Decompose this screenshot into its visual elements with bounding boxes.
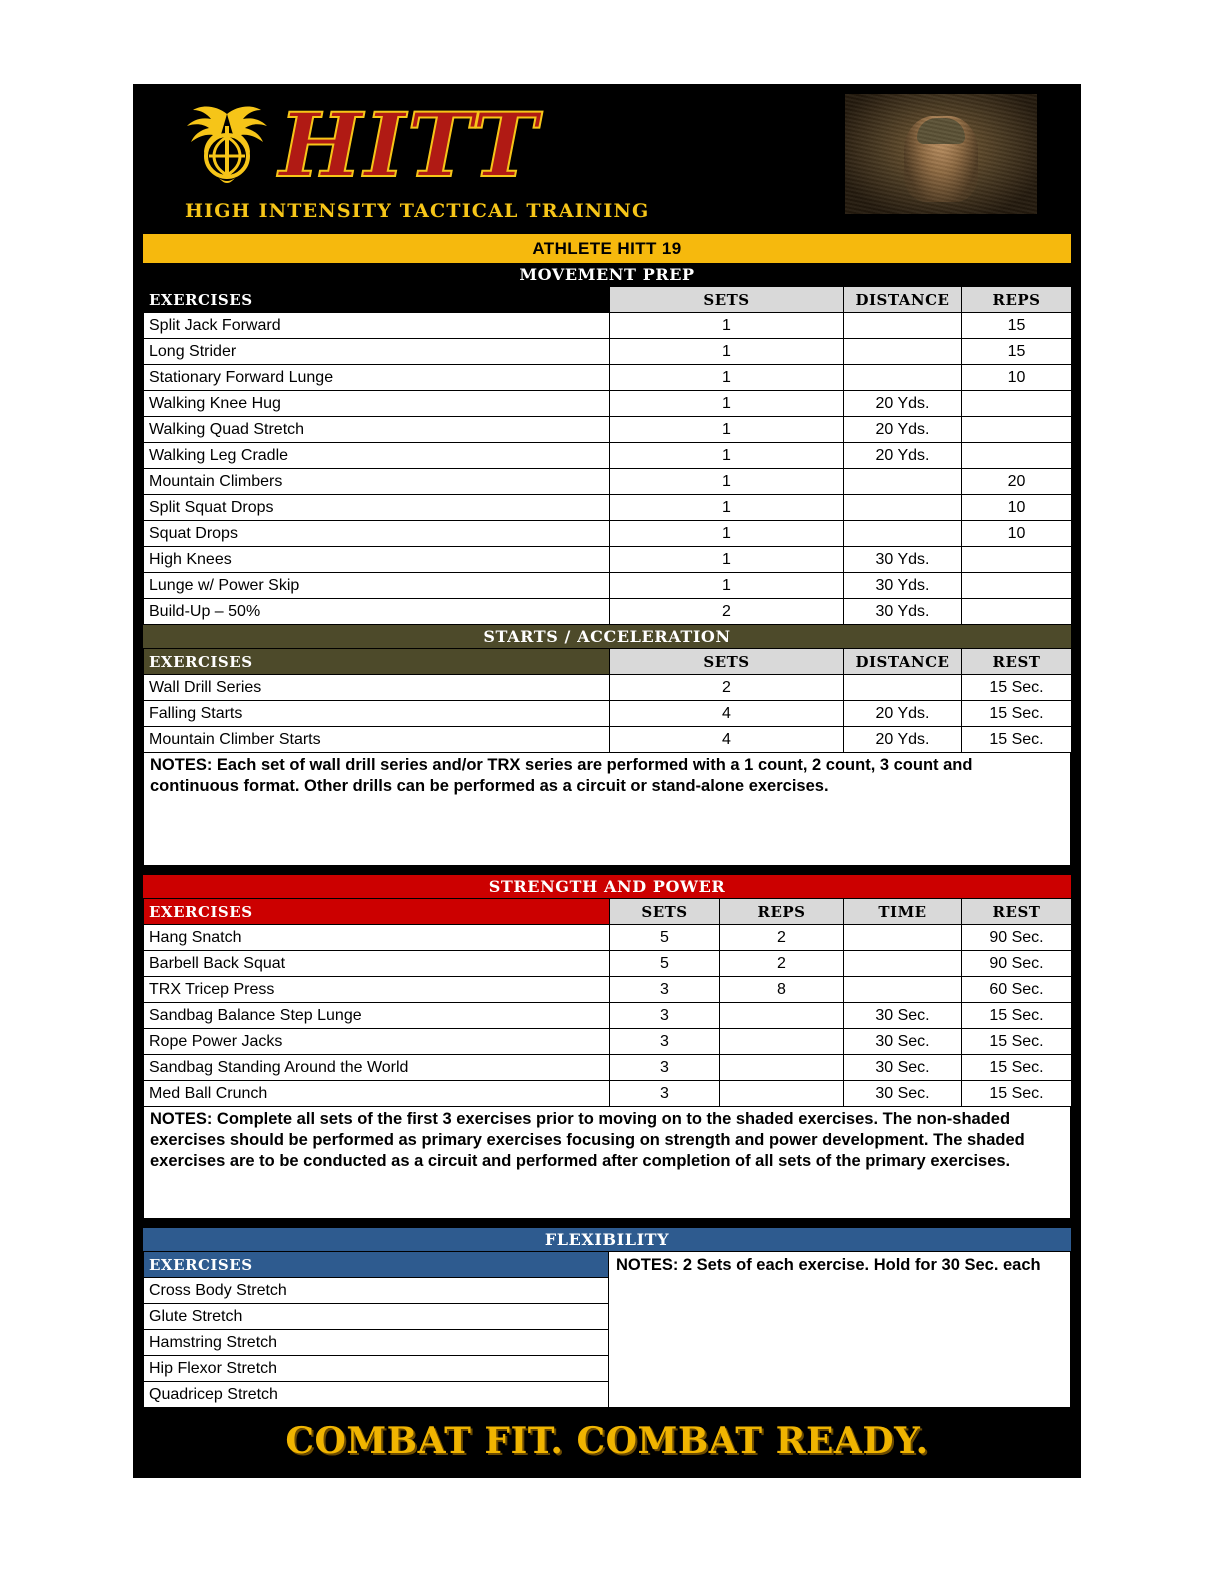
cell-distance (844, 469, 962, 495)
cell-sets: 3 (610, 1003, 720, 1029)
cell-distance: 20 Yds. (844, 417, 962, 443)
cell-distance: 20 Yds. (844, 701, 962, 727)
cell-reps: 8 (720, 977, 844, 1003)
table-row (144, 365, 1072, 391)
table-row (144, 469, 1072, 495)
column-rest: REST (962, 649, 1072, 675)
cell-sets: 1 (610, 469, 844, 495)
table-row (144, 1330, 609, 1356)
cell-sets: 3 (610, 1081, 720, 1107)
cell-reps: 10 (962, 495, 1072, 521)
cell-reps: 2 (720, 951, 844, 977)
table-row (144, 417, 1072, 443)
cell-exercise: Hang Snatch (144, 925, 610, 951)
cell-sets: 1 (610, 313, 844, 339)
cell-rest: 15 Sec. (962, 1003, 1072, 1029)
cell-sets: 1 (610, 339, 844, 365)
table-row (144, 1304, 609, 1330)
cell-distance (844, 339, 962, 365)
header-banner (133, 84, 1081, 234)
column-sets: SETS (610, 287, 844, 313)
table-row (144, 339, 1072, 365)
cell-distance: 20 Yds. (844, 443, 962, 469)
cell-exercise: Lunge w/ Power Skip (144, 573, 610, 599)
cell-distance (844, 675, 962, 701)
column-distance: DISTANCE (844, 287, 962, 313)
page-title: ATHLETE HITT 19 (143, 234, 1071, 263)
cell-exercise: Cross Body Stretch (144, 1278, 609, 1304)
table-row (144, 1382, 609, 1408)
cell-sets: 2 (610, 599, 844, 625)
spacer (133, 866, 1081, 875)
cell-rest: 15 Sec. (962, 727, 1072, 753)
cell-sets: 5 (610, 925, 720, 951)
table-row (144, 977, 1072, 1003)
cell-sets: 1 (610, 391, 844, 417)
cell-reps: 15 (962, 313, 1072, 339)
footer-banner (133, 1408, 1081, 1478)
cell-exercise: Med Ball Crunch (144, 1081, 610, 1107)
cell-reps (962, 417, 1072, 443)
cell-exercise: Split Jack Forward (144, 313, 610, 339)
cell-sets: 5 (610, 951, 720, 977)
cell-distance (844, 521, 962, 547)
cell-sets: 3 (610, 977, 720, 1003)
cell-sets: 4 (610, 701, 844, 727)
cell-exercise: Hip Flexor Stretch (144, 1356, 609, 1382)
cell-exercise: Hamstring Stretch (144, 1330, 609, 1356)
section-header-movement-prep: MOVEMENT PREP (143, 263, 1071, 286)
column-exercises: EXERCISES (144, 649, 610, 675)
cell-rest: 15 Sec. (962, 701, 1072, 727)
marine-crawling-photo (845, 94, 1037, 214)
hitt-wordmark: HITT (279, 93, 540, 198)
table-row (144, 1081, 1072, 1107)
cell-distance: 30 Yds. (844, 573, 962, 599)
cell-time: 30 Sec. (844, 1003, 962, 1029)
table-row (144, 701, 1072, 727)
cell-sets: 2 (610, 675, 844, 701)
cell-sets: 1 (610, 417, 844, 443)
cell-rest: 15 Sec. (962, 1055, 1072, 1081)
cell-sets: 1 (610, 521, 844, 547)
column-exercises: EXERCISES (144, 899, 610, 925)
notes-starts-acceleration: NOTES: Each set of wall drill series and/or TRX series are performed with a 1 count, 2 count, 3 count and continuous format. Other drills can be performed as a circuit or stand-alone exercises. (143, 753, 1071, 866)
cell-time: 30 Sec. (844, 1055, 962, 1081)
cell-sets: 1 (610, 495, 844, 521)
starts-acceleration-table (143, 648, 1072, 753)
cell-reps: 15 (962, 339, 1072, 365)
cell-sets: 3 (610, 1055, 720, 1081)
cell-reps: 20 (962, 469, 1072, 495)
cell-exercise: Sandbag Balance Step Lunge (144, 1003, 610, 1029)
spacer (133, 1219, 1081, 1228)
hitt-tagline: HIGH INTENSITY TACTICAL TRAINING (185, 200, 650, 222)
table-row (144, 391, 1072, 417)
cell-exercise: Sandbag Standing Around the World (144, 1055, 610, 1081)
cell-sets: 3 (610, 1029, 720, 1055)
table-row (144, 1003, 1072, 1029)
cell-exercise: Glute Stretch (144, 1304, 609, 1330)
cell-distance: 30 Yds. (844, 599, 962, 625)
table-row (144, 443, 1072, 469)
cell-reps (720, 1055, 844, 1081)
cell-rest: 15 Sec. (962, 1081, 1072, 1107)
eagle-globe-anchor-icon (181, 98, 273, 194)
cell-time (844, 951, 962, 977)
table-header-row (144, 649, 1072, 675)
cell-exercise: Barbell Back Squat (144, 951, 610, 977)
cell-reps (962, 547, 1072, 573)
table-row (144, 951, 1072, 977)
table-header-row (144, 1252, 609, 1278)
cell-reps (720, 1081, 844, 1107)
cell-sets: 4 (610, 727, 844, 753)
movement-prep-table (143, 286, 1072, 625)
cell-reps (962, 391, 1072, 417)
column-distance: DISTANCE (844, 649, 962, 675)
table-row (144, 727, 1072, 753)
cell-rest: 15 Sec. (962, 1029, 1072, 1055)
cell-reps (720, 1003, 844, 1029)
table-header-row (144, 287, 1072, 313)
cell-exercise: Mountain Climber Starts (144, 727, 610, 753)
table-row (144, 925, 1072, 951)
cell-exercise: Mountain Climbers (144, 469, 610, 495)
cell-distance: 20 Yds. (844, 727, 962, 753)
table-row (144, 495, 1072, 521)
table-row (144, 1055, 1072, 1081)
table-row (144, 1356, 609, 1382)
cell-reps: 10 (962, 521, 1072, 547)
cell-exercise: Stationary Forward Lunge (144, 365, 610, 391)
cell-distance (844, 365, 962, 391)
column-exercises: EXERCISES (144, 287, 610, 313)
workout-sheet (133, 84, 1081, 1478)
column-exercises: EXERCISES (144, 1252, 609, 1278)
notes-flexibility: NOTES: 2 Sets of each exercise. Hold for 30 Sec. each (609, 1251, 1071, 1408)
cell-time (844, 977, 962, 1003)
table-row (144, 521, 1072, 547)
table-row (144, 1029, 1072, 1055)
cell-time (844, 925, 962, 951)
cell-sets: 1 (610, 547, 844, 573)
cell-exercise: Walking Leg Cradle (144, 443, 610, 469)
cell-rest: 90 Sec. (962, 925, 1072, 951)
cell-reps: 2 (720, 925, 844, 951)
cell-sets: 1 (610, 573, 844, 599)
cell-distance (844, 495, 962, 521)
cell-distance: 30 Yds. (844, 547, 962, 573)
flexibility-table (143, 1251, 609, 1408)
cell-exercise: Split Squat Drops (144, 495, 610, 521)
hitt-logo (181, 93, 540, 198)
table-row (144, 573, 1072, 599)
table-header-row (144, 899, 1072, 925)
table-row (144, 547, 1072, 573)
cell-reps (962, 443, 1072, 469)
cell-reps (962, 599, 1072, 625)
section-header-strength-power: STRENGTH AND POWER (143, 875, 1071, 898)
footer-slogan: COMBAT FIT. COMBAT READY. (285, 1420, 929, 1462)
table-row (144, 1278, 609, 1304)
cell-exercise: High Knees (144, 547, 610, 573)
column-rest: REST (962, 899, 1072, 925)
section-header-flexibility: FLEXIBILITY (143, 1228, 1071, 1251)
cell-exercise: Quadricep Stretch (144, 1382, 609, 1408)
cell-exercise: Walking Quad Stretch (144, 417, 610, 443)
cell-distance: 20 Yds. (844, 391, 962, 417)
table-row (144, 675, 1072, 701)
cell-reps (720, 1029, 844, 1055)
cell-exercise: Falling Starts (144, 701, 610, 727)
cell-rest: 15 Sec. (962, 675, 1072, 701)
cell-distance (844, 313, 962, 339)
cell-exercise: TRX Tricep Press (144, 977, 610, 1003)
cell-reps: 10 (962, 365, 1072, 391)
cell-rest: 90 Sec. (962, 951, 1072, 977)
table-row (144, 313, 1072, 339)
column-sets: SETS (610, 899, 720, 925)
column-sets: SETS (610, 649, 844, 675)
section-header-starts-acceleration: STARTS / ACCELERATION (143, 625, 1071, 648)
cell-exercise: Wall Drill Series (144, 675, 610, 701)
cell-reps (962, 573, 1072, 599)
cell-time: 30 Sec. (844, 1081, 962, 1107)
column-time: TIME (844, 899, 962, 925)
cell-sets: 1 (610, 365, 844, 391)
cell-exercise: Rope Power Jacks (144, 1029, 610, 1055)
cell-time: 30 Sec. (844, 1029, 962, 1055)
cell-exercise: Squat Drops (144, 521, 610, 547)
column-reps: REPS (962, 287, 1072, 313)
table-row (144, 599, 1072, 625)
cell-exercise: Walking Knee Hug (144, 391, 610, 417)
cell-exercise: Build-Up – 50% (144, 599, 610, 625)
cell-sets: 1 (610, 443, 844, 469)
strength-power-table (143, 898, 1072, 1107)
column-reps: REPS (720, 899, 844, 925)
flexibility-section (143, 1251, 1071, 1408)
cell-rest: 60 Sec. (962, 977, 1072, 1003)
flexibility-exercise-list (143, 1251, 609, 1408)
cell-exercise: Long Strider (144, 339, 610, 365)
notes-strength-power: NOTES: Complete all sets of the first 3 exercises prior to moving on to the shaded exercises. The non-shaded exercises should be performed as primary exercises focusing on strength and power development. The shaded exercises are to be conducted as a circuit and performed after completion of all sets of the primary exercises. (143, 1107, 1071, 1219)
